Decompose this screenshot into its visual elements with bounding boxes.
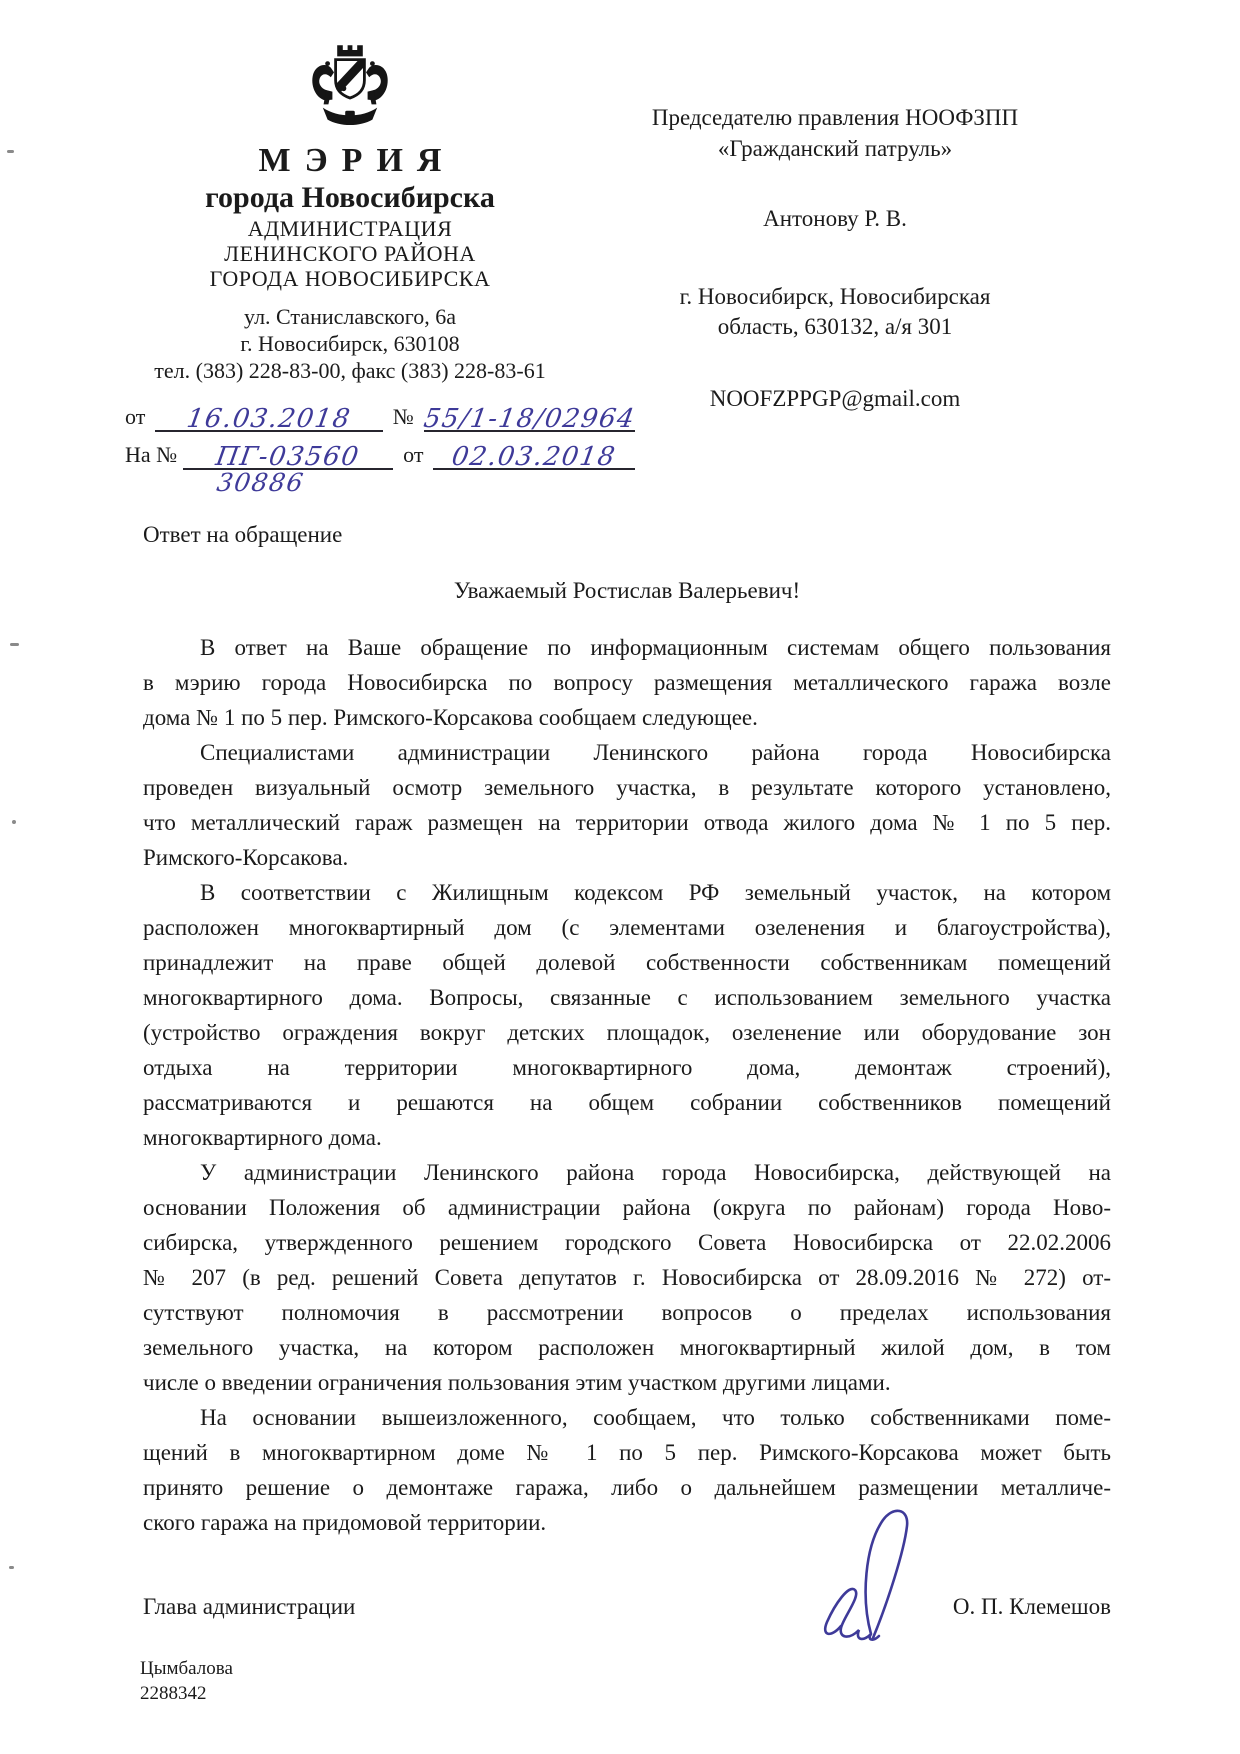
body-line: что металлический гараж размещен на территории отвода жилого дома № 1 по 5 пер. (143, 810, 1111, 835)
signer-name: О. П. Клемешов (952, 1594, 1111, 1619)
sender-org-line: АДМИНИСТРАЦИЯ (247, 216, 453, 241)
body-paragraph (143, 1155, 1111, 1400)
recipient-name: Антонову Р. В. (763, 206, 907, 231)
executor-name: Цымбалова (140, 1658, 233, 1679)
executor-phone: 2288342 (140, 1683, 207, 1704)
body-line: проведен визуальный осмотр земельного участка, в результате которого установлено, (143, 775, 1111, 800)
body-paragraph (143, 630, 1111, 735)
signature-block (143, 1594, 1111, 1620)
sender-org-name: МЭРИЯ (258, 142, 456, 179)
reply-number-value2: 30886 (214, 468, 307, 497)
body-line: ского гаража на придомовой территории. (143, 1510, 547, 1535)
executor-block (140, 1656, 1240, 1706)
body-line: земельного участка, на котором расположен многоквартирный жилой дом, в том (143, 1335, 1111, 1360)
body-line: многоквартирного дома. (143, 1125, 382, 1150)
reply-number-value: ПГ-03560 (214, 442, 363, 472)
incoming-reference (125, 434, 645, 497)
body-line: основании Положения об администрации района (округа по районам) города Ново- (143, 1195, 1111, 1220)
scan-artifact (12, 820, 16, 824)
novosibirsk-coat-of-arms-icon (302, 42, 398, 134)
body-line: расположен многоквартирный дом (с элементами озеленения и благоустройства), (143, 915, 1111, 940)
salutation: Уважаемый Ростислав Валерьевич! (453, 578, 801, 603)
body-paragraph (143, 1400, 1111, 1540)
sender-org-line: ГОРОДА НОВОСИБИРСКА (209, 266, 491, 291)
body-line: многоквартирного дома. Вопросы, связанные с использованием земельного участка (143, 985, 1111, 1010)
signature-autograph (815, 1498, 925, 1648)
recipient-address-line: г. Новосибирск, Новосибирская (679, 284, 991, 309)
scan-artifact (10, 643, 19, 646)
body-line: У администрации Ленинского района города Новосибирска, действующей на (200, 1160, 1111, 1185)
sender-phone: тел. (383) 228-83-00, факс (383) 228-83-61 (154, 358, 546, 383)
sender-org-line: ЛЕНИНСКОГО РАЙОНА (224, 241, 476, 266)
sender-org-city: города Новосибирска (205, 181, 495, 214)
reply-number-field (183, 442, 393, 497)
recipient-title: Председателю правления НООФЗПП (651, 105, 1019, 130)
body-line: На основании вышеизложенного, сообщаем, что только собственниками поме- (200, 1405, 1111, 1430)
sender-street: ул. Станиславского, 6а (244, 304, 456, 329)
signature-area (953, 1594, 1111, 1620)
body-paragraph (143, 735, 1111, 875)
body-line: № 207 (в ред. решений Совета депутатов г. Новосибирска от 28.09.2016 № 272) от- (143, 1265, 1111, 1290)
body-line: числе о введении ограничения пользования этим участком другими лицами. (143, 1370, 891, 1395)
reply-label: На № (125, 442, 178, 467)
body-line: Римского-Корсакова. (143, 845, 349, 870)
body-line: Специалистами администрации Ленинского района города Новосибирска (200, 740, 1111, 765)
body-paragraph (143, 875, 1111, 1155)
scan-artifact (9, 1566, 14, 1569)
body-line: отдыха на территории многоквартирного дома, демонтаж строений), (143, 1055, 1111, 1080)
reply-date-value: 02.03.2018 (449, 442, 619, 472)
ref-number-field (421, 404, 638, 434)
body-line: рассматриваются и решаются на общем собрании собственников помещений (143, 1090, 1111, 1115)
body-line: щений в многоквартирном доме № 1 по 5 пер. Римского-Корсакова может быть (143, 1440, 1111, 1465)
body-line: в мэрию города Новосибирска по вопросу размещения металлического гаража возле (143, 670, 1111, 695)
reply-date-field (433, 444, 635, 470)
ref-number-value: 55/1-18/02964 (421, 404, 638, 434)
body-line: сибирска, утвержденного решением городского Совета Новосибирска от 22.02.2006 (143, 1230, 1111, 1255)
outgoing-reference (125, 394, 645, 432)
recipient-address-line: область, 630132, а/я 301 (717, 314, 953, 339)
sender-block (125, 42, 638, 497)
scan-artifact (7, 150, 14, 153)
ref-date-label: от (125, 404, 146, 429)
letter-body (143, 630, 1111, 1540)
ref-date-field (155, 406, 382, 432)
recipient-org: «Гражданский патруль» (717, 136, 953, 161)
reference-block (125, 394, 645, 497)
body-line: В ответ на Ваше обращение по информационным системам общего пользования (200, 635, 1111, 660)
body-line: (устройство ограждения вокруг детских площадок, озеленение или оборудование зон (143, 1020, 1111, 1045)
letterhead (0, 42, 1240, 496)
recipient-email: NOOFZPPGP@gmail.com (709, 386, 961, 411)
reply-date-label: от (403, 442, 424, 467)
body-line: сутствуют полномочия в рассмотрении вопросов о пределах использования (143, 1300, 1111, 1325)
signer-title: Глава администрации (143, 1594, 356, 1619)
body-line: принято решение о демонтаже гаража, либо о дальнейшем размещении металличе- (143, 1475, 1111, 1500)
subject-line: Ответ на обращение (143, 522, 343, 547)
body-line: принадлежит на праве общей долевой собственности собственникам помещений (143, 950, 1111, 975)
recipient-block (615, 42, 1055, 412)
sender-city: г. Новосибирск, 630108 (240, 331, 460, 356)
body-line: В соответствии с Жилищным кодексом РФ земельный участок, на котором (200, 880, 1111, 905)
body-line: дома № 1 по 5 пер. Римского-Корсакова сообщаем следующее. (143, 705, 758, 730)
ref-date-value: 16.03.2018 (184, 404, 354, 434)
ref-number-label: № (392, 404, 414, 429)
